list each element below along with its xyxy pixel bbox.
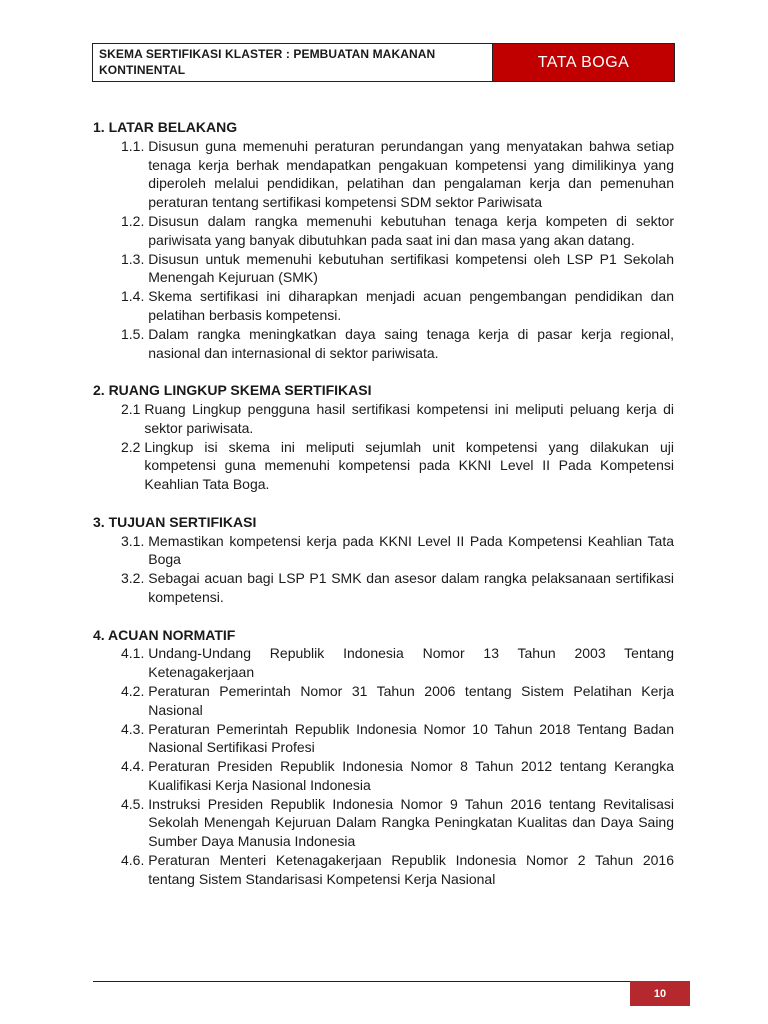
item-number: 3.1. xyxy=(121,532,149,549)
section-heading: 4. ACUAN NORMATIF xyxy=(93,626,236,643)
item-text: Peraturan Pemerintah Republik Indonesia Nomor 10 Tahun 2018 Tentang Badan Nasional Sertifikasi Profesi xyxy=(148,720,674,756)
category-badge: TATA BOGA xyxy=(493,44,674,81)
item-text: Memastikan kompetensi kerja pada KKNI Level II Pada Kompetensi Keahlian Tata Boga xyxy=(148,532,674,568)
list-item xyxy=(93,212,674,250)
item-text: Peraturan Pemerintah Nomor 31 Tahun 2006 tentang Sistem Pelatihan Kerja Nasional xyxy=(148,682,674,718)
item-text: Disusun guna memenuhi peraturan perundangan yang menyatakan bahwa setiap tenaga kerja berhak mendapatkan pengakuan kompetensi yang dimilikinya yang diperoleh melalui pendidikan, pelatihan dan pengalaman kerja dan pemenuhan peraturan tentang sertifikasi kompetensi SDM sektor Pariwisata xyxy=(148,137,674,211)
item-text: Disusun untuk memenuhi kebutuhan sertifikasi kompetensi oleh LSP P1 Sekolah Menengah Kejuruan (SMK) xyxy=(148,250,674,286)
scheme-title-line1: SKEMA SERTIFIKASI KLASTER : PEMBUATAN MAKANAN xyxy=(99,47,436,61)
list-item xyxy=(93,325,674,363)
item-text: Dalam rangka meningkatkan daya saing tenaga kerja di pasar kerja regional, nasional dan internasional di sektor pariwisata. xyxy=(148,325,674,361)
list-item xyxy=(93,644,674,682)
page-number: 10 xyxy=(630,981,690,1006)
item-text: Peraturan Menteri Ketenagakerjaan Republik Indonesia Nomor 2 Tahun 2016 tentang Sistem Standarisasi Kompetensi Kerja Nasional xyxy=(148,852,674,887)
item-number: 4.2. xyxy=(121,682,149,699)
item-number: 3.2. xyxy=(121,570,149,587)
section-ruang-lingkup xyxy=(93,381,674,494)
section-tujuan-sertifikasi xyxy=(93,513,674,607)
item-number: 1.4. xyxy=(121,288,149,305)
item-number: 1.1. xyxy=(121,137,149,154)
document-header xyxy=(92,43,675,82)
item-number: 4.4. xyxy=(121,758,149,775)
item-text: Instruksi Presiden Republik Indonesia Nomor 9 Tahun 2016 tentang Revitalisasi Sekolah Menengah Kejuruan Dalam Rangka Peningkatan Kualitas dan Daya Saing Sumber Daya Manusia Indonesia xyxy=(148,795,674,850)
item-text: Skema sertifikasi ini diharapkan menjadi acuan pengembangan pendidikan dan pelatihan berbasis kompetensi. xyxy=(148,288,674,323)
document-body xyxy=(93,118,674,907)
section-latar-belakang xyxy=(93,118,674,362)
item-number: 2.1 xyxy=(121,400,145,417)
item-text: Undang-Undang Republik Indonesia Nomor 13 Tahun 2003 Tentang Ketenagakerjaan xyxy=(148,645,674,681)
item-number: 4.5. xyxy=(121,795,149,812)
list-item xyxy=(93,851,674,889)
scheme-title xyxy=(93,44,493,81)
list-item xyxy=(93,720,674,758)
item-text: Lingkup isi skema ini meliputi sejumlah unit kompetensi yang dilakukan uji kompetensi guna memenuhi kompetensi pada KKNI Level II Pada Kompetensi Keahlian Tata Boga. xyxy=(144,438,674,493)
section-acuan-normatif xyxy=(93,626,674,889)
item-number: 1.5. xyxy=(121,325,149,342)
footer-divider xyxy=(93,981,630,982)
section-heading: 1. LATAR BELAKANG xyxy=(93,119,238,135)
item-text: Disusun dalam rangka memenuhi kebutuhan tenaga kerja kompeten di sektor pariwisata yang banyak dibutuhkan pada saat ini dan masa yang akan datang. xyxy=(148,212,674,248)
item-number: 4.3. xyxy=(121,720,149,737)
item-text: Ruang Lingkup pengguna hasil sertifikasi kompetensi ini meliputi peluang kerja di sektor pariwisata. xyxy=(144,400,674,436)
list-item xyxy=(93,532,674,570)
item-number: 2.2 xyxy=(121,438,145,455)
list-item xyxy=(93,400,674,438)
list-item xyxy=(93,757,674,795)
item-text: Sebagai acuan bagi LSP P1 SMK dan asesor dalam rangka pelaksanaan sertifikasi kompetensi. xyxy=(148,570,674,605)
item-text: Peraturan Presiden Republik Indonesia Nomor 8 Tahun 2012 tentang Kerangka Kualifikasi Kerja Nasional Indonesia xyxy=(148,758,674,793)
section-heading: 2. RUANG LINGKUP SKEMA SERTIFIKASI xyxy=(93,382,372,399)
list-item xyxy=(93,682,674,720)
list-item xyxy=(93,795,674,851)
section-heading: 3. TUJUAN SERTIFIKASI xyxy=(93,513,257,530)
item-number: 1.2. xyxy=(121,212,149,229)
scheme-title-line2: KONTINENTAL xyxy=(99,63,186,77)
list-item xyxy=(93,287,674,325)
item-number: 4.1. xyxy=(121,645,149,662)
list-item xyxy=(93,137,674,212)
item-number: 1.3. xyxy=(121,250,149,267)
list-item xyxy=(93,569,674,607)
list-item xyxy=(93,438,674,494)
item-number: 4.6. xyxy=(121,852,149,869)
list-item xyxy=(93,250,674,288)
